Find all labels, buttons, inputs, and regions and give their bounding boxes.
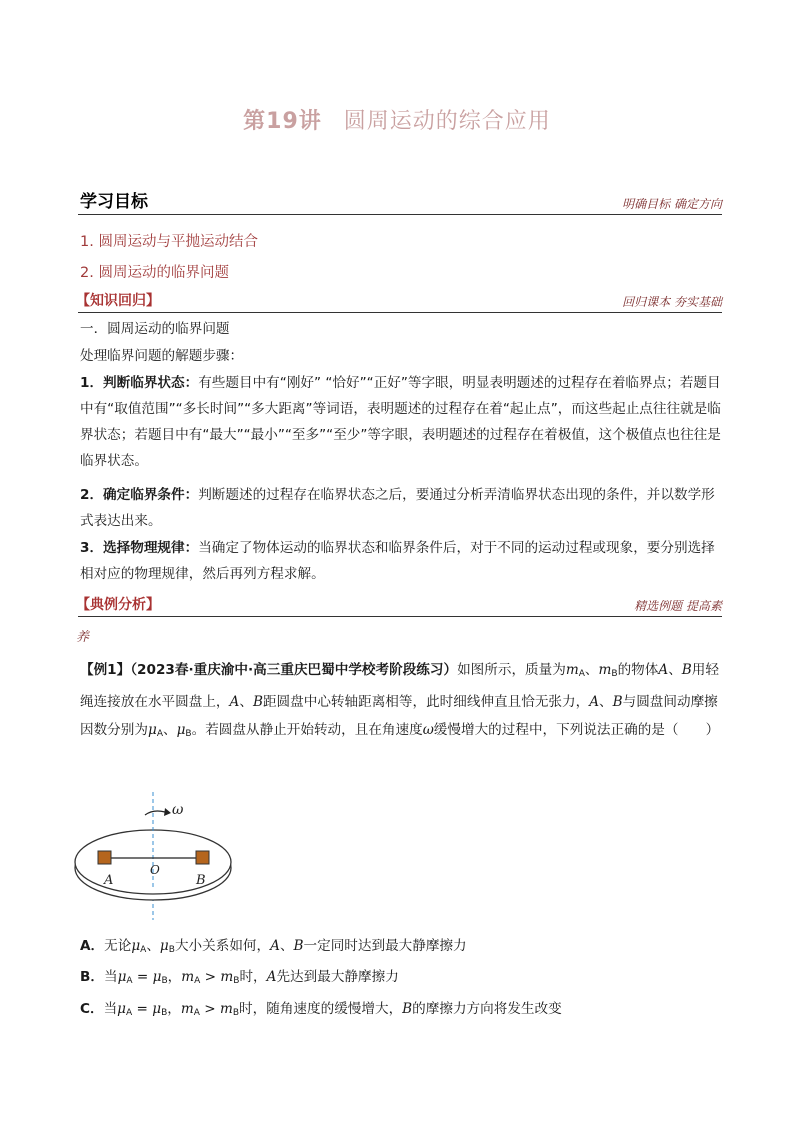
question-text: 距圆盘中心转轴距离相等，此时细线伸直且恰无张力， [262,694,590,710]
step-2-text: 判断题述的过程存在临界状态之后，要通过分析弄清临界状态出现的条件，并以数学形式表达出来。 [80,487,715,529]
lecture-number: 第19讲 [243,109,322,134]
rotating-disk-figure [70,790,250,920]
option-text: 一定同时达到最大静摩擦力 [303,938,467,954]
step-3-text: 当确定了物体运动的临界状态和临界条件后，对于不同的运动过程或现象，要分别选择相对应的物理规律，然后再列方程求解。 [80,540,715,582]
separator: 、 [668,662,682,678]
math-symbol: μ [152,969,162,985]
option-text: 时，随角速度的缓慢增大， [239,1001,403,1017]
math-symbol: A [270,938,280,954]
math-symbol: ω [422,722,434,738]
goals-heading: 学习目标 [80,192,148,212]
review-intro: 处理临界问题的解题步骤： [80,348,244,364]
math-symbol: μ [131,938,141,954]
goals-header [78,180,722,215]
math-operator: > [199,1001,220,1017]
option-label: B． [80,969,104,985]
math-subscript: A [194,976,201,986]
math-symbol: μ [117,1001,127,1017]
review-step-3 [80,535,722,587]
separator: 、 [584,662,599,678]
math-symbol: A [266,969,277,985]
label-o: O [150,863,160,877]
math-symbol: B [252,694,263,710]
math-subscript: B [185,729,192,739]
option-label: C． [80,1001,104,1017]
page-title [0,104,794,135]
review-header [78,288,722,313]
review-heading: 【知识回归】 [76,293,160,309]
math-symbol: m [598,662,612,678]
math-symbol: A [658,662,669,678]
math-symbol: B [681,662,692,678]
separator: ， [167,969,182,985]
math-symbol: μ [176,722,186,738]
question-text: 的物体 [617,662,659,678]
block-b [196,851,209,864]
separator: 、 [146,938,160,954]
option-text: 当 [103,1001,118,1017]
option-text: 无论 [104,938,132,954]
review-subtitle: 一．圆周运动的临界问题 [80,321,230,337]
separator: 、 [239,694,253,710]
block-a [98,851,111,864]
question-text: 用轻绳连接放在水平圆盘上， [80,662,719,710]
math-symbol: m [219,1001,233,1017]
separator: 、 [279,938,294,954]
math-symbol: μ [117,969,127,985]
math-symbol: μ [147,722,157,738]
example-header [78,592,722,617]
math-subscript: A [126,1008,133,1018]
rotation-arrowhead-icon [164,808,171,816]
option-text: 的摩擦力方向将发生改变 [412,1001,562,1017]
math-subscript: A [578,669,585,679]
math-symbol: μ [159,938,169,954]
review-step-2 [80,482,722,534]
question-text: 如图所示，质量为 [457,662,566,678]
lecture-title: 圆周运动的综合应用 [343,109,551,134]
option-text: 大小关系如何， [174,938,271,954]
math-operator: = [132,1001,153,1017]
separator: 、 [599,694,613,710]
example-heading: 【典例分析】 [76,597,160,613]
example-1-question [80,656,724,748]
math-operator: > [200,969,221,985]
math-subscript: B [161,1008,168,1018]
step-1-label: 1．判断临界状态： [80,375,199,391]
option-b[interactable] [80,965,399,993]
example-1-label: 【例1】 [80,662,131,678]
question-text: 与圆盘间动摩擦因数分别为 [80,694,718,738]
option-text: 时， [239,969,267,985]
example-tagline-continued: 养 [76,630,90,645]
step-3-label: 3．选择物理规律： [80,540,199,556]
separator: ， [167,1001,181,1017]
math-subscript: A [156,729,163,739]
math-symbol: m [565,662,579,678]
math-symbol: A [589,694,600,710]
rotation-arrow-icon [145,811,165,815]
step-2-label: 2．确定临界条件： [80,487,199,503]
question-text: 缓慢增大的过程中，下列说法正确的是（ ） [433,722,720,738]
math-subscript: A [126,976,133,986]
math-subscript: B [161,976,168,986]
math-subscript: B [232,1008,240,1018]
option-a[interactable] [80,934,467,962]
math-operator: = [132,969,153,985]
review-step-1 [80,370,722,474]
math-symbol: m [220,969,234,985]
math-symbol: B [612,694,623,710]
math-symbol: B [293,938,304,954]
math-subscript: A [193,1008,200,1018]
math-subscript: B [168,945,175,955]
option-c[interactable] [80,997,562,1025]
math-symbol: m [180,1001,194,1017]
goal-item-2: 2. 圆周运动的临界问题 [80,265,229,281]
option-text: 先达到最大静摩擦力 [276,969,399,985]
omega-label: ω [172,802,184,818]
math-subscript: B [233,976,240,986]
math-subscript: B [611,669,618,679]
example-tagline: 精选例题 提高素 [634,599,722,613]
label-a: A [104,873,114,888]
example-1-source: （2023春·重庆渝中·高三重庆巴蜀中学校考阶段练习） [130,662,458,678]
separator: 、 [162,722,177,738]
math-symbol: B [402,1001,413,1017]
math-symbol: μ [152,1001,162,1017]
math-subscript: A [140,945,147,955]
math-symbol: A [229,694,240,710]
goals-tagline: 明确目标 确定方向 [622,197,722,211]
math-symbol: m [181,969,195,985]
step-1-text: 有些题目中有“刚好” “恰好”“正好”等字眼，明显表明题述的过程存在着临界点；若题目中有“取值范围”“多长时间”“多大距离”等词语，表明题述的过程存在着“起止点”，而这些起止点往往就是临界状态；若题目中有“最大”“最小”“至多”“至少”等字眼，表明题述的过程存在着极值，这个极值点也往往是临界状态。 [80,375,721,469]
label-b: B [196,873,206,888]
review-tagline: 回归课本 夯实基础 [622,295,722,309]
option-text: 当 [103,969,118,985]
option-label: A． [80,938,105,954]
question-text: 。若圆盘从静止开始转动，且在角速度 [191,722,423,738]
goal-item-1: 1. 圆周运动与平抛运动结合 [80,234,258,250]
